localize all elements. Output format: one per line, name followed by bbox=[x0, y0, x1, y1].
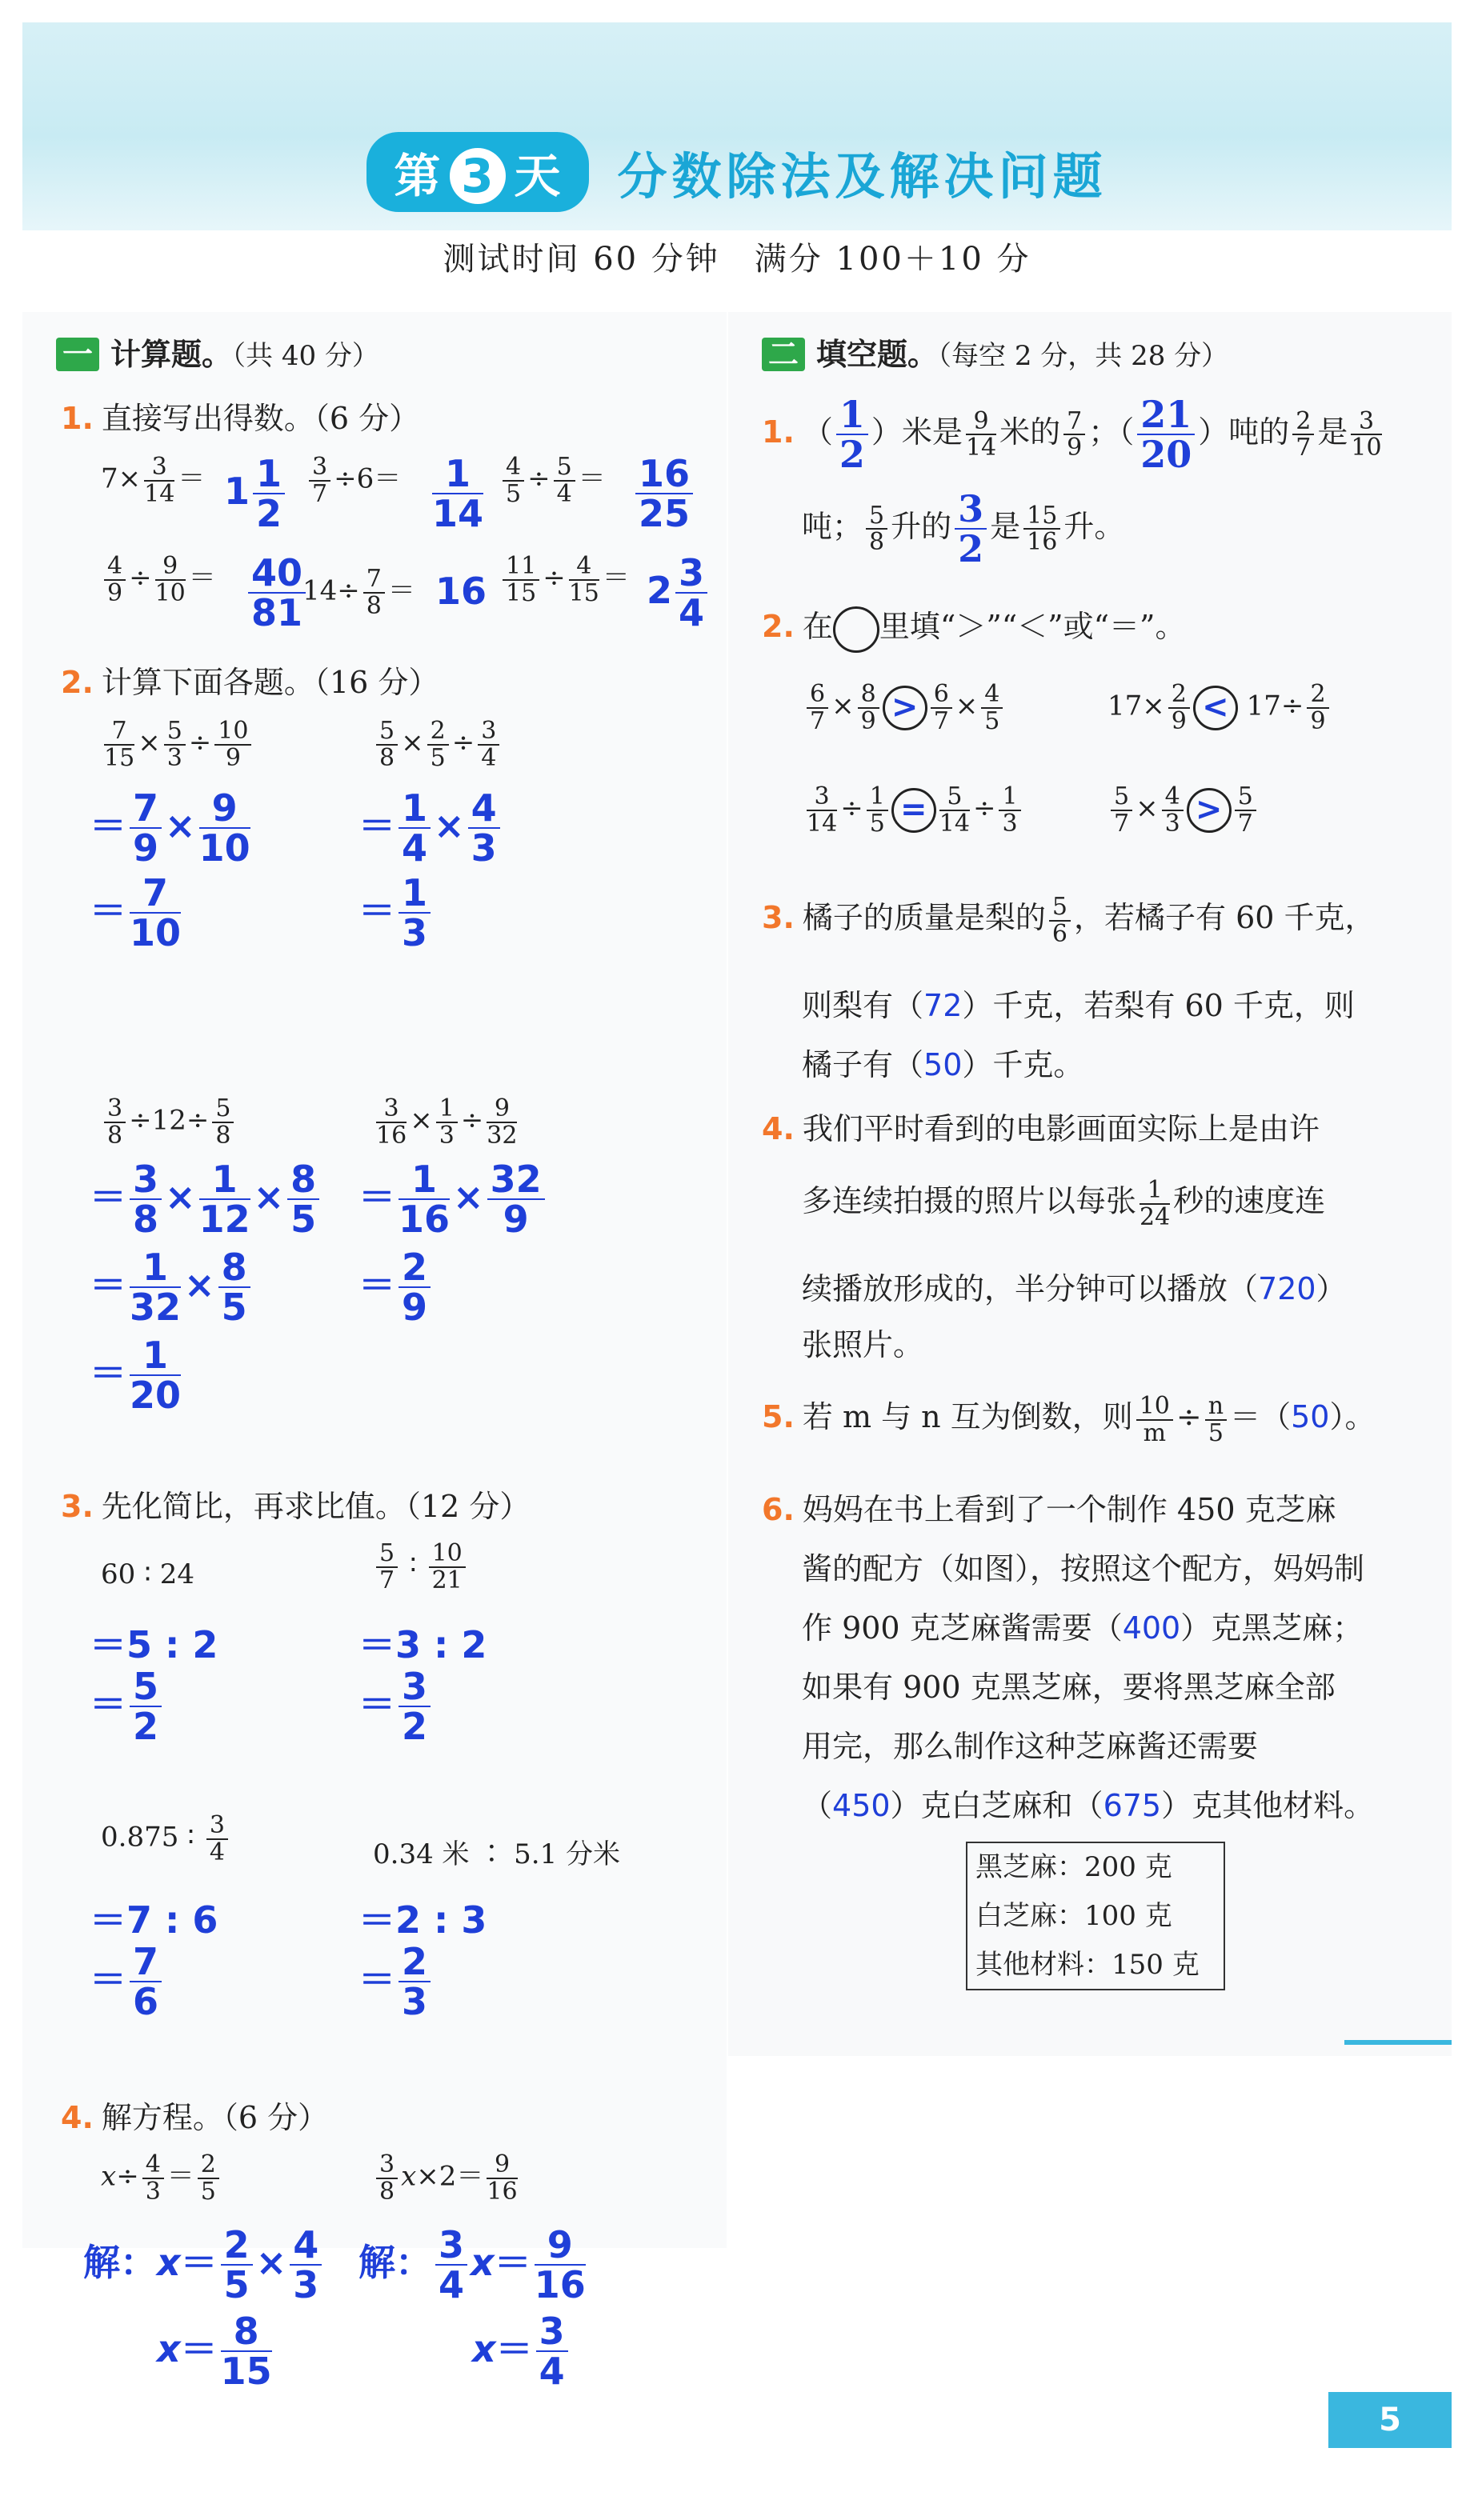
s1-q1-ans1: 1 $\frac{1}{2}$ bbox=[224, 454, 288, 534]
recipe-table bbox=[966, 1842, 1225, 1990]
s1-q1-item3: $\frac{4}{5}$ ÷ $\frac{5}{4}$ ＝ bbox=[499, 454, 606, 506]
s1-q4-a: x÷ $\frac{4}{3}$ ＝ $\frac{2}{5}$ bbox=[101, 2152, 222, 2204]
s2-q6-line6: （450）克白芝麻和（675）克其他材料。 bbox=[802, 1788, 1375, 1823]
s2-q3-line3: 橘子有（50）千克。 bbox=[802, 1047, 1084, 1082]
s2-q6-line4: 如果有 900 克黑芝麻，要将黑芝麻全部 bbox=[802, 1670, 1336, 1705]
s2-q3-line1: 3. 橘子的质量是梨的 $\frac{5}{6}$ ，若橘子有 60 千克， bbox=[762, 893, 1376, 948]
s1-q1-ans2: $\frac{1}{14}$ bbox=[432, 452, 484, 536]
s1-q3-d-step1: ＝2 : 3 bbox=[358, 1898, 487, 1942]
s1-q2-a: $\frac{7}{15}$ × $\frac{5}{3}$ ÷ $\frac{10}{9}$ bbox=[101, 718, 254, 770]
s1-q2: 2. 计算下面各题。（16 分） bbox=[61, 665, 439, 700]
s2-q1-line1: 1. （ $\frac{1}{2}$ ）米是 $\frac{9}{14}$ 米的 $\frac{7}{9}$ ；（ $\frac{21}{20}$ ）吨的 $\frac{2}{7}$ 是 $\frac{3}{10}$ bbox=[762, 393, 1382, 477]
s1-q1-item4: $\frac{4}{9}$ ÷ $\frac{9}{10}$ ＝ bbox=[101, 554, 216, 606]
recipe-row: 其他材料：150 克 bbox=[975, 1948, 1200, 1981]
s1-q3: 3. 先化简比，再求比值。（12 分） bbox=[61, 1489, 531, 1524]
decor-strip bbox=[1344, 2040, 1452, 2045]
s1-q4-a-step2: x＝ $\frac{8}{15}$ bbox=[157, 2310, 272, 2394]
s2-q4-line3: 续播放形成的，半分钟可以播放（720） bbox=[802, 1271, 1347, 1306]
s1-q3-c-step1: ＝7 : 6 bbox=[90, 1898, 218, 1942]
s2-q6-line3: 作 900 克芝麻酱需要（400）克黑芝麻； bbox=[802, 1610, 1364, 1646]
s1-q3-a: 60 ∶ 24 bbox=[101, 1558, 194, 1590]
test-info: 测试时间 60 分钟 满分 100＋10 分 bbox=[443, 241, 1031, 278]
s2-q3-line2: 则梨有（72）千克，若梨有 60 千克，则 bbox=[802, 988, 1355, 1023]
s1-q4-b-step1: 解： $\frac{3}{4}$ x＝ $\frac{9}{16}$ bbox=[358, 2223, 586, 2307]
s1-q2-a-step2: ＝ $\frac{7}{10}$ bbox=[90, 871, 182, 955]
section-1-heading: 一 计算题。（共 40 分） bbox=[56, 330, 379, 374]
s1-q4-a-step1: 解：x＝ $\frac{2}{5}$ × $\frac{4}{3}$ bbox=[83, 2226, 325, 2305]
s1-q2-b: $\frac{5}{8}$ × $\frac{2}{5}$ ÷ $\frac{3}{4}$ bbox=[373, 718, 503, 770]
s2-q5: 5. 若 m 与 n 互为倒数，则 $\frac{10}{m}$ ÷ $\frac{n}{5}$ ＝（50）。 bbox=[762, 1392, 1376, 1447]
s1-q2-c: $\frac{3}{8}$ ÷12÷ $\frac{5}{8}$ bbox=[101, 1096, 237, 1148]
s1-q1-ans4: $\frac{40}{81}$ bbox=[245, 554, 309, 633]
s1-q2-d-step1: ＝ $\frac{1}{16}$ × $\frac{32}{9}$ bbox=[358, 1160, 548, 1239]
s1-q3-b-step2: ＝ $\frac{3}{2}$ bbox=[358, 1667, 434, 1746]
s1-q4-b-step2: x＝ $\frac{3}{4}$ bbox=[472, 2312, 571, 2391]
s1-q3-d: 0.34 米 ∶ 5.1 分米 bbox=[373, 1838, 621, 1870]
s1-q3-c: 0.875 ∶ $\frac{3}{4}$ bbox=[101, 1813, 231, 1865]
s2-q2-cmp2: 17× $\frac{2}{9}$ < 17÷ $\frac{2}{9}$ bbox=[1108, 682, 1332, 734]
page-number: 5 bbox=[1328, 2392, 1452, 2448]
s1-q4: 4. 解方程。（6 分） bbox=[61, 2100, 329, 2135]
section-2-heading: 二 填空题。（每空 2 分，共 28 分） bbox=[762, 330, 1228, 374]
recipe-row: 白芝麻：100 克 bbox=[975, 1899, 1172, 1932]
s2-q2-cmp1: $\frac{6}{7}$ × $\frac{8}{9}$ > $\frac{6}{7}$ × $\frac{4}{5}$ bbox=[803, 682, 1006, 734]
day-badge: 第 3 天 bbox=[366, 132, 589, 212]
s1-q1-item6: $\frac{11}{15}$ ÷ $\frac{4}{15}$ ＝ bbox=[499, 554, 630, 606]
s2-q2-cmp4: $\frac{5}{7}$ × $\frac{4}{3}$ > $\frac{5}{7}$ bbox=[1108, 784, 1260, 836]
s1-q2-a-step1: ＝ $\frac{7}{9}$ × $\frac{9}{10}$ bbox=[90, 786, 250, 870]
s2-q2-cmp3: $\frac{3}{14}$ ÷ $\frac{1}{5}$ = $\frac{5}{14}$ ÷ $\frac{1}{3}$ bbox=[803, 784, 1024, 836]
s1-q2-d-step2: ＝ $\frac{2}{9}$ bbox=[358, 1248, 434, 1327]
s1-q2-b-step2: ＝ $\frac{1}{3}$ bbox=[358, 874, 434, 953]
s1-q1-item1: 7× $\frac{3}{14}$ ＝ bbox=[101, 453, 206, 508]
s1-q1-ans6: 2 $\frac{3}{4}$ bbox=[647, 554, 711, 633]
s1-q1-ans5: 16 bbox=[435, 570, 487, 613]
s1-q1-item5: 14÷ $\frac{7}{8}$ ＝ bbox=[302, 565, 415, 620]
s1-q3-b-step1: ＝3 : 2 bbox=[358, 1623, 487, 1666]
s1-q2-c-step3: ＝ $\frac{1}{20}$ bbox=[90, 1334, 182, 1418]
s2-q4-line4: 张照片。 bbox=[802, 1327, 924, 1362]
page-title bbox=[0, 132, 1474, 212]
s1-q2-c-step2: ＝ $\frac{1}{32}$ × $\frac{8}{5}$ bbox=[90, 1248, 254, 1327]
s2-q2: 2. 在 里填“＞”“＜”或“＝”。 bbox=[762, 602, 1185, 653]
title-text: 分数除法及解决问题 bbox=[617, 146, 1108, 206]
s1-q2-d: $\frac{3}{16}$ × $\frac{1}{3}$ ÷ $\frac{9}{32}$ bbox=[376, 1094, 518, 1150]
s1-q1-item2: $\frac{3}{7}$ ÷6＝ bbox=[306, 454, 401, 506]
s2-q4-line1: 4. 我们平时看到的电影画面实际上是由许 bbox=[762, 1111, 1320, 1146]
s1-q3-a-step2: ＝ $\frac{5}{2}$ bbox=[90, 1667, 165, 1746]
s1-q1: 1. 直接写出得数。（6 分） bbox=[61, 401, 420, 436]
s1-q4-b: $\frac{3}{8}$ x×2＝ $\frac{9}{16}$ bbox=[373, 2152, 521, 2204]
s1-q2-c-step1: ＝ $\frac{3}{8}$ × $\frac{1}{12}$ × $\frac{8}{5}$ bbox=[90, 1160, 322, 1239]
s2-q6-line2: 酱的配方（如图），按照这个配方，妈妈制 bbox=[802, 1551, 1365, 1586]
s2-q6-line1: 6. 妈妈在书上看到了一个制作 450 克芝麻 bbox=[762, 1492, 1336, 1527]
s2-q4-line2: 多连续拍摄的照片以每张 $\frac{1}{24}$ 秒的速度连 bbox=[802, 1176, 1326, 1231]
s1-q3-b: $\frac{5}{7}$ ∶ $\frac{10}{21}$ bbox=[373, 1541, 469, 1593]
s1-q1-ans3: $\frac{16}{25}$ bbox=[632, 454, 696, 534]
s1-q2-b-step1: ＝ $\frac{1}{4}$ × $\frac{4}{3}$ bbox=[358, 789, 503, 868]
s2-q6-line5: 用完，那么制作这种芝麻酱还需要 bbox=[802, 1729, 1259, 1764]
s1-q3-d-step2: ＝ $\frac{2}{3}$ bbox=[358, 1942, 434, 2022]
s2-q1-line2: 吨； $\frac{5}{8}$ 升的 $\frac{3}{2}$ 是 $\frac{15}{16}$ 升。 bbox=[802, 487, 1125, 571]
s1-q3-c-step2: ＝ $\frac{7}{6}$ bbox=[90, 1942, 165, 2022]
recipe-row: 黑芝麻：200 克 bbox=[975, 1851, 1172, 1883]
s1-q3-a-step1: ＝5 : 2 bbox=[90, 1623, 218, 1666]
blank-circle-icon bbox=[833, 606, 879, 653]
